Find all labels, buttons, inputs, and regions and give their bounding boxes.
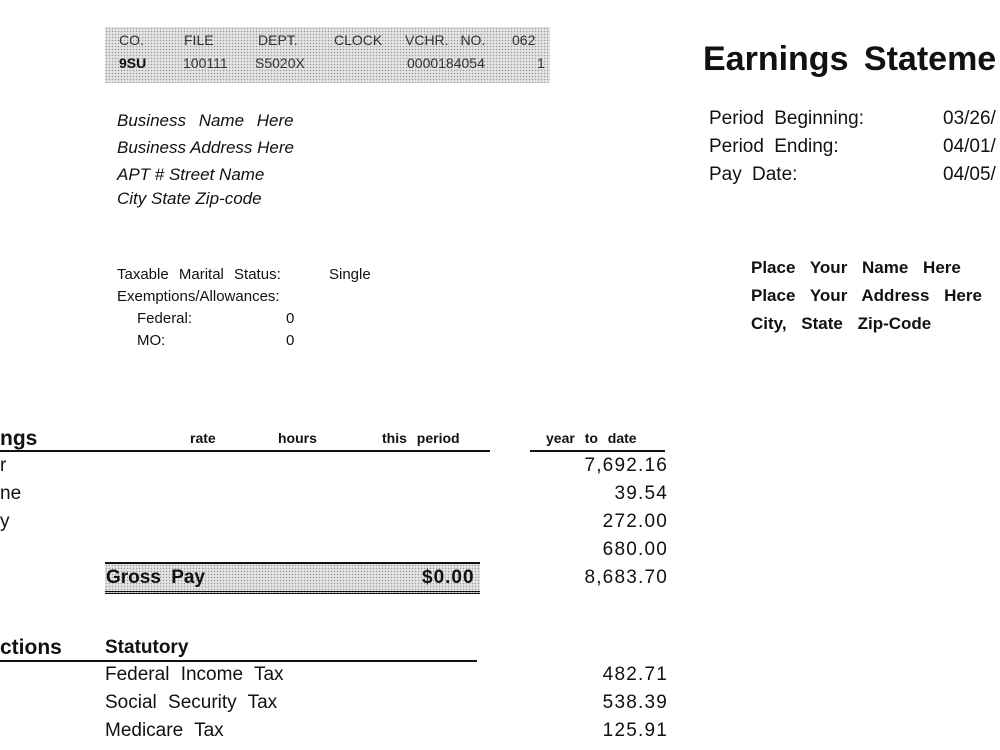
state-exemptions-value: 0 — [286, 332, 295, 349]
page-value: 1 — [537, 55, 545, 71]
deduction-row-ytd: 482.71 — [602, 664, 668, 685]
earnings-title: ngs — [0, 427, 38, 450]
federal-exemptions-label: Federal: — [137, 310, 193, 327]
deductions-divider — [0, 660, 477, 662]
marital-status-value: Single — [329, 266, 371, 283]
hours-header: hours — [278, 430, 317, 446]
period-begin-value: 03/26/ — [943, 108, 996, 129]
marital-status-label: Taxable Marital Status: — [117, 266, 281, 283]
dept-label: DEPT. — [258, 32, 298, 48]
ytd-divider — [530, 450, 665, 452]
earnings-row-ytd: 680.00 — [602, 539, 668, 560]
deduction-row-label: Social Security Tax — [105, 692, 278, 713]
federal-exemptions-value: 0 — [286, 310, 295, 327]
employee-address: Place Your Address Here — [751, 286, 982, 305]
business-address: Business Address Here — [117, 138, 295, 157]
business-name: Business Name Here — [117, 111, 294, 130]
gross-pay-ytd: 8,683.70 — [584, 567, 668, 588]
this-period-header: this period — [382, 430, 460, 446]
clock-label: CLOCK — [334, 32, 383, 48]
page-title: Earnings Stateme — [703, 40, 997, 78]
deduction-row-ytd: 538.39 — [602, 692, 668, 713]
business-street: APT # Street Name — [117, 165, 265, 184]
business-city: City State Zip-code — [117, 189, 262, 208]
earnings-row-ytd: 7,692.16 — [584, 455, 668, 476]
file-label: FILE — [184, 32, 214, 48]
voucher-label: VCHR. NO. — [405, 32, 486, 48]
employee-name: Place Your Name Here — [751, 258, 961, 277]
statutory-subtitle: Statutory — [105, 637, 189, 658]
gross-pay-this-period: $0.00 — [422, 567, 475, 588]
pay-date-value: 04/05/ — [943, 164, 996, 185]
dept-value: S5020X — [255, 55, 305, 71]
page-label: 062 — [512, 32, 536, 48]
ytd-header: year to date — [546, 430, 637, 446]
co-label: CO. — [119, 32, 144, 48]
earnings-row-label: r — [0, 455, 7, 476]
employee-city: City, State Zip-Code — [751, 314, 932, 333]
period-begin-label: Period Beginning: — [709, 108, 864, 129]
deduction-row-label: Medicare Tax — [105, 720, 224, 741]
state-exemptions-label: MO: — [137, 332, 166, 349]
deductions-title: ctions — [0, 636, 62, 659]
co-value: 9SU — [119, 55, 147, 71]
earnings-row-ytd: 39.54 — [614, 483, 668, 504]
period-end-value: 04/01/ — [943, 136, 996, 157]
period-end-label: Period Ending: — [709, 136, 839, 157]
rate-header: rate — [190, 430, 216, 446]
voucher-value: 0000184054 — [407, 55, 485, 71]
earnings-row-label: y — [0, 511, 10, 532]
earnings-divider — [0, 450, 490, 452]
earnings-row-label: ne — [0, 483, 22, 504]
file-value: 100111 — [183, 55, 228, 71]
gross-pay-label: Gross Pay — [106, 567, 205, 588]
pay-date-label: Pay Date: — [709, 164, 798, 185]
deduction-row-label: Federal Income Tax — [105, 664, 284, 685]
earnings-row-ytd: 272.00 — [602, 511, 668, 532]
exemptions-label: Exemptions/Allowances: — [117, 288, 280, 305]
deduction-row-ytd: 125.91 — [602, 720, 668, 741]
